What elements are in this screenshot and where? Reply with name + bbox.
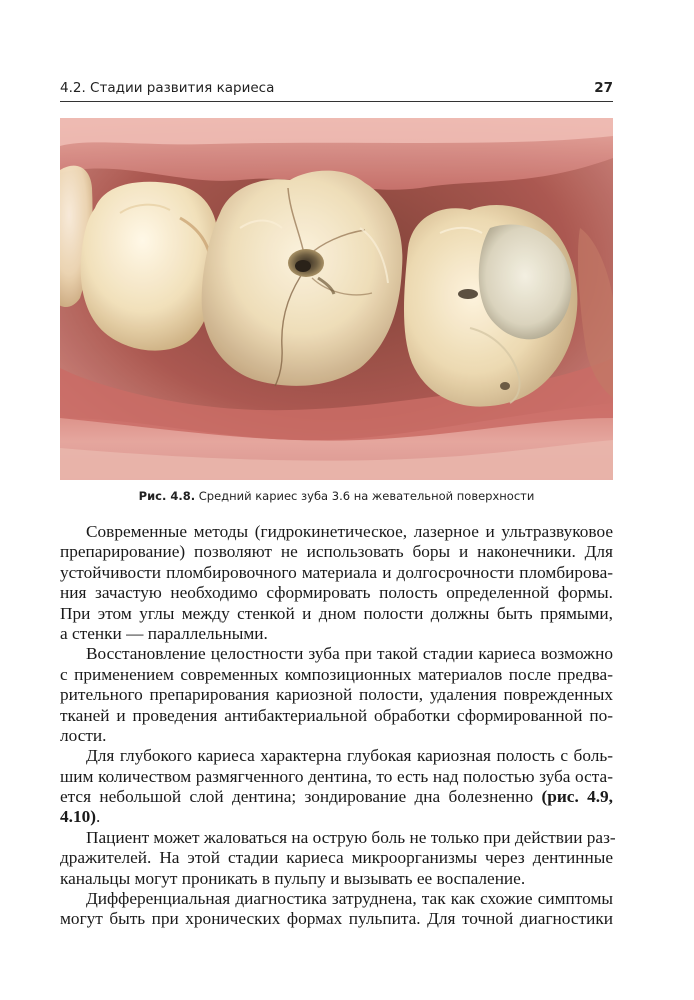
paragraph — [60, 644, 613, 746]
text-line: шим количеством размягченного дентина, то есть над полостью зуба оста- — [60, 766, 613, 786]
text-line: могут быть при хронических формах пульпита. Для точной диагностики — [60, 909, 613, 929]
text-line: Дифференциальная диагностика затруднена, так как схожие симптомы — [86, 889, 613, 909]
paragraph — [60, 889, 613, 930]
section-title: 4.2. Стадии развития кариеса — [60, 80, 275, 96]
text-line: дражителей. На этой стадии кариеса микроорганизмы через дентинные — [60, 848, 613, 868]
text-line: тканей и проведения антибактериальной обработки сформированной по- — [60, 705, 613, 725]
caption-label: Рис. 4.8. — [138, 489, 196, 503]
text-line: Пациент может жаловаться на острую боль не только при действии раз- — [86, 827, 616, 847]
text-line: а стенки — параллельными. — [60, 623, 268, 643]
header-rule — [60, 101, 613, 102]
text-line: ния зачастую необходимо сформировать полость определенной формы. — [60, 583, 613, 603]
figure-reference: (рис. 4.9, — [541, 787, 613, 807]
text-line: канальцы могут проникать в пульпу и вызывать ее воспаление. — [60, 868, 526, 888]
running-header — [60, 80, 613, 100]
text-line: препарирование) позволяют не использовать боры и наконечники. Для — [60, 542, 613, 562]
body-text — [60, 522, 616, 930]
text-line: рительного препарирования кариозной полости, удаления поврежденных — [60, 685, 613, 705]
text-line: Для глубокого кариеса характерна глубокая кариозная полость с боль- — [86, 746, 613, 766]
text-line — [60, 787, 613, 807]
text-line: с применением современных композиционных материалов после предва- — [60, 664, 613, 684]
page-number: 27 — [594, 80, 613, 96]
figure-photo-teeth — [60, 118, 613, 480]
paragraph — [60, 827, 616, 889]
text-line: При этом углы между стенкой и дном полости должны быть прямыми, — [60, 603, 613, 623]
dental-photo — [60, 118, 613, 480]
text-line — [60, 807, 613, 827]
text-fragment: ется небольшой слой дентина; зондирование дна болезненно — [60, 787, 534, 807]
paragraph — [60, 746, 613, 828]
text-fragment: . — [96, 807, 101, 827]
paragraph — [60, 522, 613, 644]
text-line: лости. — [60, 725, 107, 745]
figure-reference: 4.10) — [60, 807, 96, 827]
text-line: устойчивости пломбировочного материала и долгосрочности пломбирова- — [60, 562, 613, 582]
figure-caption — [60, 489, 613, 503]
caption-text: Средний кариес зуба 3.6 на жевательной поверхности — [195, 489, 535, 503]
text-line: Современные методы (гидрокинетическое, лазерное и ультразвуковое — [86, 522, 613, 541]
text-line: Восстановление целостности зуба при такой стадии кариеса возможно — [86, 644, 613, 664]
